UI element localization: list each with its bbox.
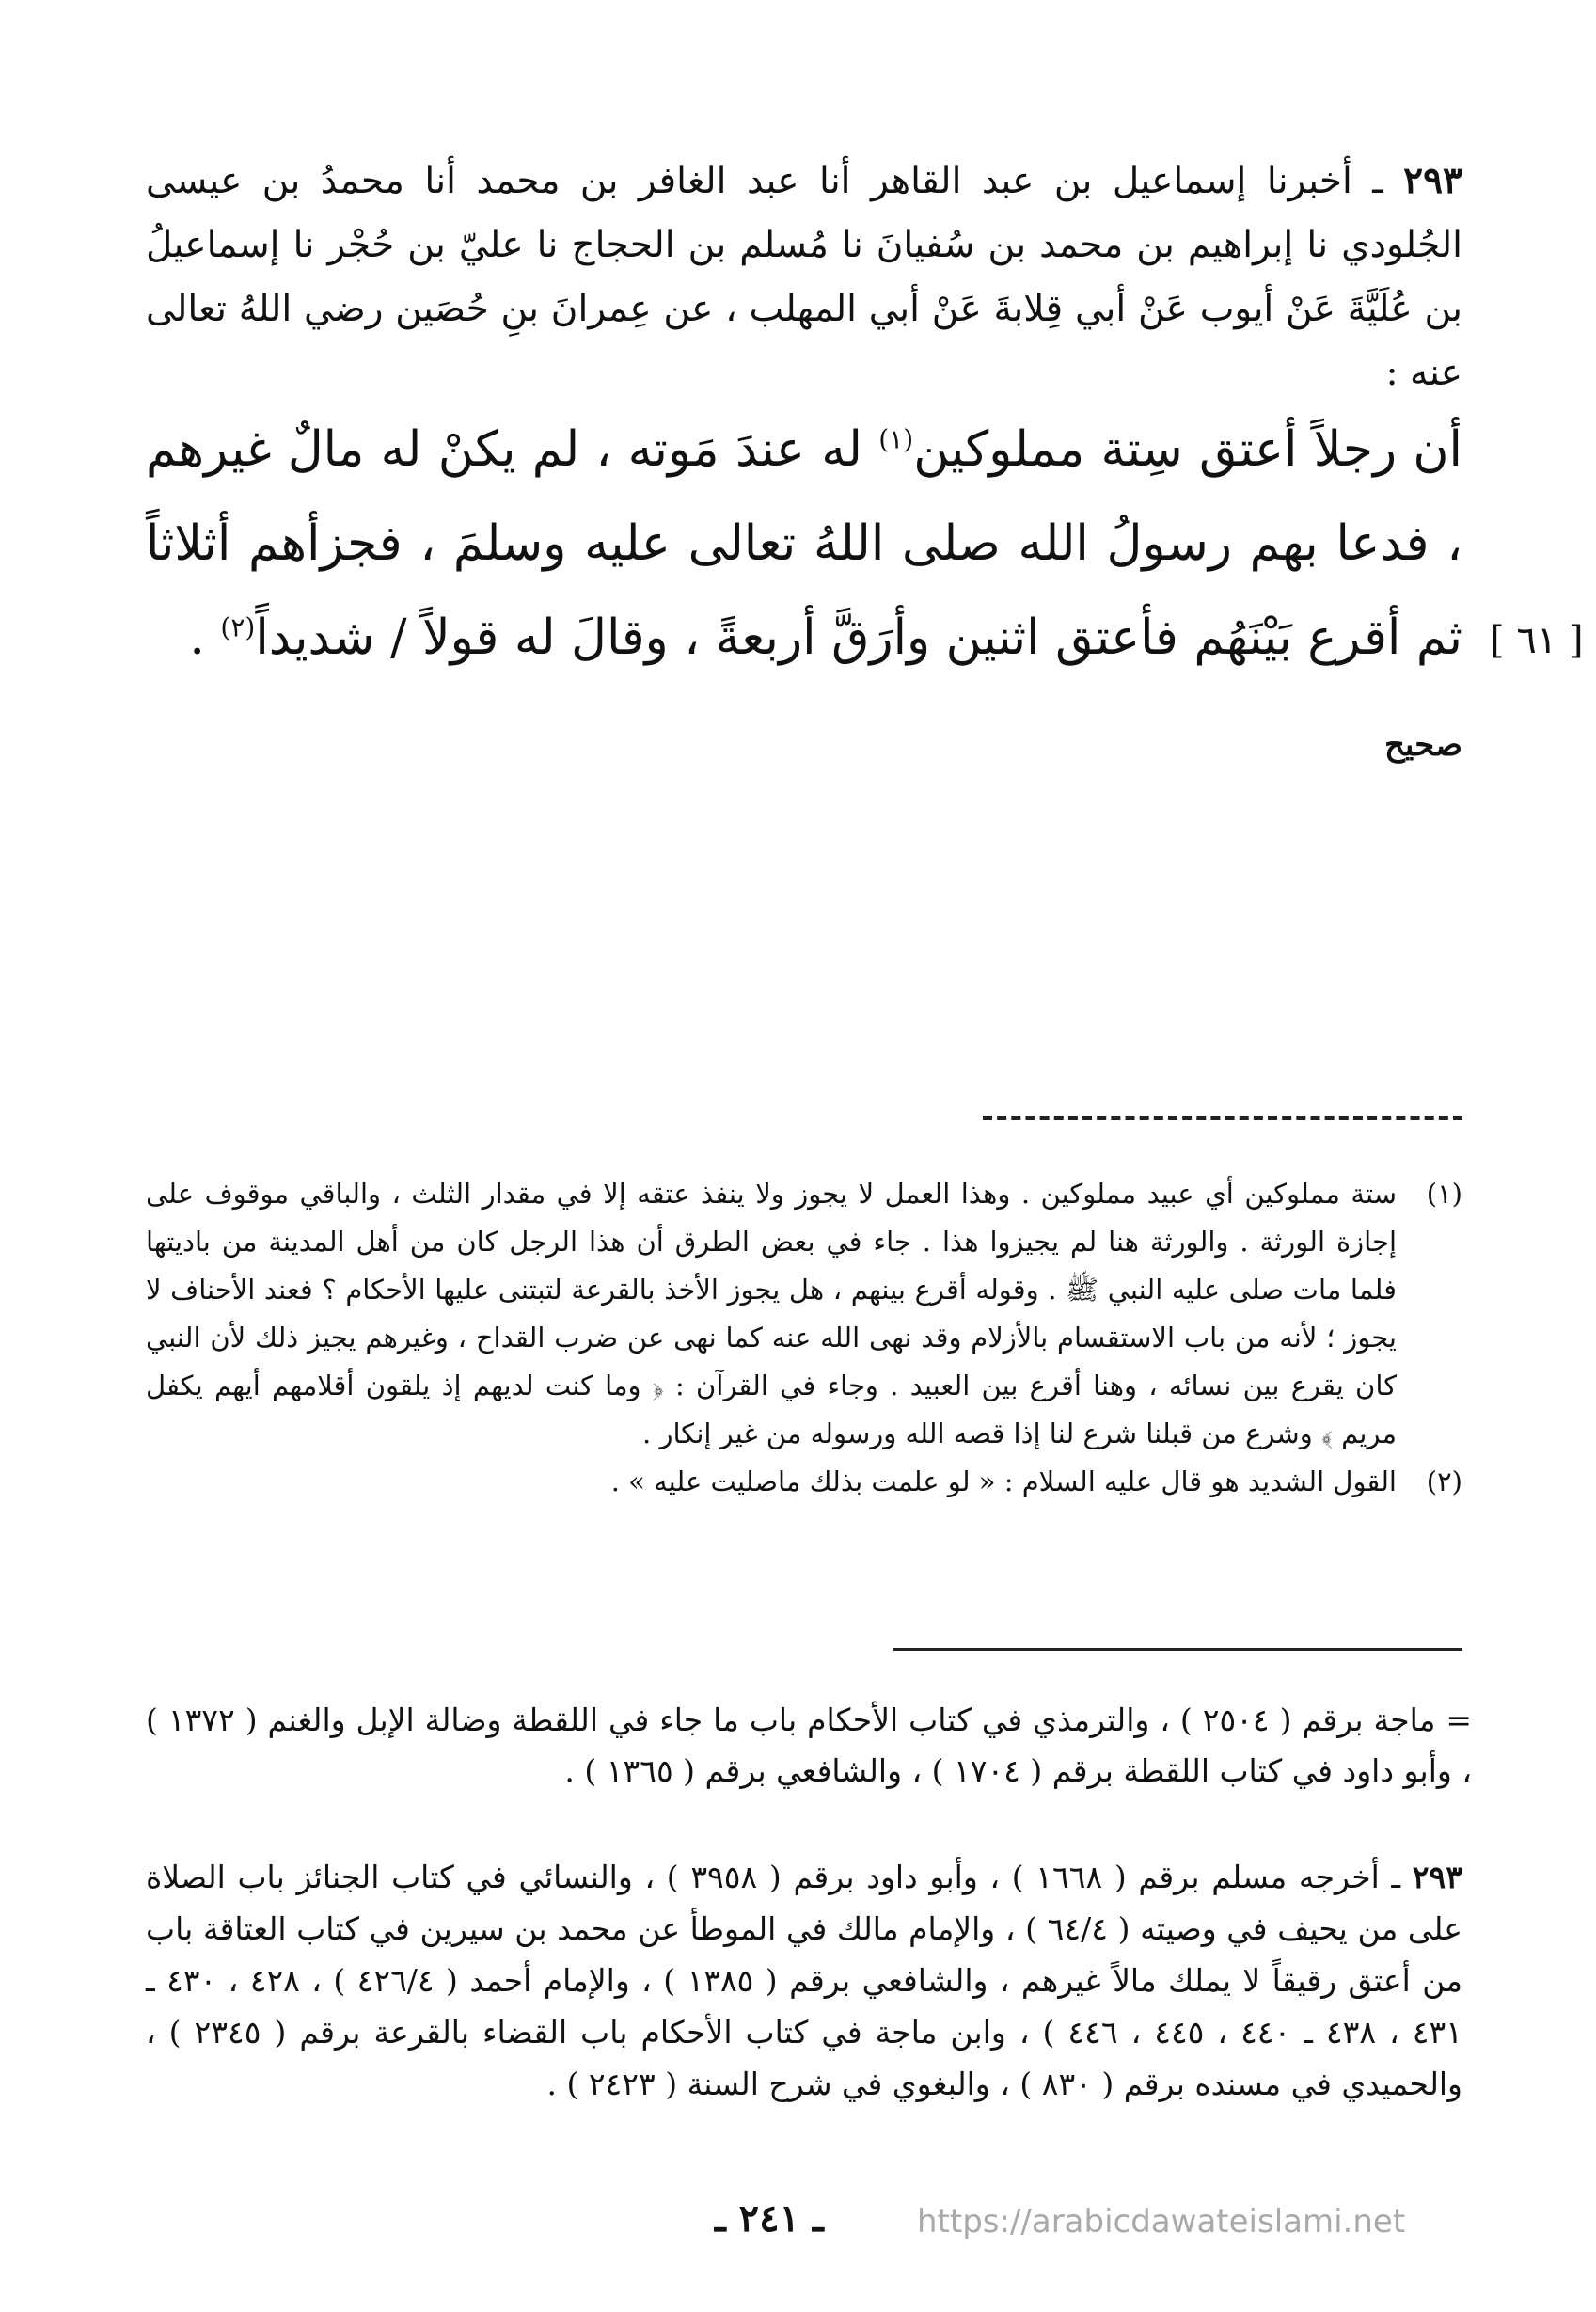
hadith-number: ٢٩٣ <box>1403 159 1462 202</box>
takhrij-number-dash: ـ <box>1379 1859 1401 1895</box>
footnote-text: القول الشديد هو قال عليه السلام : « لو علمت بذلك ماصليت عليه » . <box>610 1465 1397 1497</box>
footnote-number: (٢) <box>1426 1465 1462 1497</box>
hadith-matn <box>146 403 1462 685</box>
matn-part-1: أن رجلاً أعتق سِتة مملوكين <box>913 421 1462 478</box>
source-page-reference: [ ٦١ ] <box>1490 619 1584 662</box>
footnote-ref-1[interactable]: (١) <box>878 423 914 455</box>
watermark-url: https://arabicdawateislami.net <box>917 2203 1406 2241</box>
hadith-number-dash: ـ <box>1351 160 1383 202</box>
hadith-grade: صحيح <box>1383 726 1462 764</box>
page-number: ـ ٢٤١ ـ <box>715 2196 824 2241</box>
matn-part-2: له عندَ مَوته ، لم يكنْ له مالٌ غيرهم ، فدعا بهم رسولُ الله صلى اللهُ تعالى عليه وسلمَ ، فجزأهم أثلاثاً ثم أقرع بَيْنَهُم فأعتق اثنين وأرَقَّ أربعةً ، وقالَ له قولاً / شديداً <box>146 421 1462 666</box>
takhrij-section <box>146 1851 1462 2110</box>
footnotes-section <box>146 1170 1462 1506</box>
footnote-number: (١) <box>1426 1178 1462 1210</box>
hadith-isnad <box>146 149 1462 405</box>
takhrij-continuation: = ماجة برقم ( ٢٥٠٤ ) ، والترمذي في كتاب الأحكام باب ما جاء في اللقطة وضالة الإبل والغنم ( ١٣٧٢ ) ، وأبو داود في كتاب اللقطة برقم ( ١٧٠٤ ) ، والشافعي برقم ( ١٣٦٥ ) . <box>146 1702 1472 1789</box>
footnote-item <box>146 1458 1462 1506</box>
matn-end: . <box>189 610 221 666</box>
takhrij-separator <box>893 1648 1462 1651</box>
footnote-ref-2[interactable]: (٢) <box>220 611 256 643</box>
footnote-text: ستة مملوكين أي عبيد مملوكين . وهذا العمل لا يجوز ولا ينفذ عتقه إلا في مقدار الثلث ، والباقي موقوف على إجازة الورثة . والورثة هنا لم يجيزوا هذا . جاء في بعض الطرق أن هذا الرجل كان من أهل المدينة من باديتها فلما مات صلى عليه النبي ﷺ . وقوله أقرع بينهم ، هل يجوز الأخذ بالقرعة لتبتنى عليها الأحكام ؟ فعند الأحناف لا يجوز ؛ لأنه من باب الاستقسام بالأزلام وقد نهى الله عنه كما نهى عن ضرب القداح ، وغيرهم يجيز ذلك لأن النبي كان يقرع بين نسائه ، وهنا أقرع بين العبيد . وجاء في القرآن : ﴿ وما كنت لديهم إذ يلقون أقلامهم أيهم يكفل مريم ﴾ وشرع من قبلنا شرع لنا إذا قصه الله ورسوله من غير إنكار . <box>146 1178 1397 1449</box>
footnote-separator-dashed <box>983 1116 1462 1120</box>
takhrij-number: ٢٩٣ <box>1412 1859 1462 1895</box>
footnote-item <box>146 1170 1462 1458</box>
isnad-text: أخبرنا إسماعيل بن عبد القاهر أنا عبد الغافر بن محمد أنا محمدُ بن عيسى الجُلودي نا إبراهيم بن محمد بن سُفيانَ نا مُسلم بن الحجاج نا عليّ بن حُجْر نا إسماعيلُ بن عُلَيَّةَ عَنْ أيوب عَنْ أبي قِلابةَ عَنْ أبي المهلب ، عن عِمرانَ بنِ حُصَين رضي اللهُ تعالى عنه : <box>146 160 1462 394</box>
matn-paragraph <box>146 403 1462 685</box>
takhrij-text: أخرجه مسلم برقم ( ١٦٦٨ ) ، وأبو داود برقم ( ٣٩٥٨ ) ، والنسائي في كتاب الجنائز باب الصلاة على من يحيف في وصيته ( ٦٤/٤ ) ، والإمام مالك في الموطأ عن محمد بن سيرين في كتاب العتاقة باب من أعتق رقيقاً لا يملك مالاً غيرهم ، والشافعي برقم ( ١٣٨٥ ) ، والإمام أحمد ( ٤٢٦/٤ ) ، ٤٢٨ ، ٤٣٠ ـ ٤٣١ ، ٤٣٨ ـ ٤٤٠ ، ٤٤٥ ، ٤٤٦ ) ، وابن ماجة في كتاب الأحكام باب القضاء بالقرعة برقم ( ٢٣٤٥ ) ، والحميدي في مسنده برقم ( ٨٣٠ ) ، والبغوي في شرح السنة ( ٢٤٢٣ ) . <box>146 1859 1462 2102</box>
